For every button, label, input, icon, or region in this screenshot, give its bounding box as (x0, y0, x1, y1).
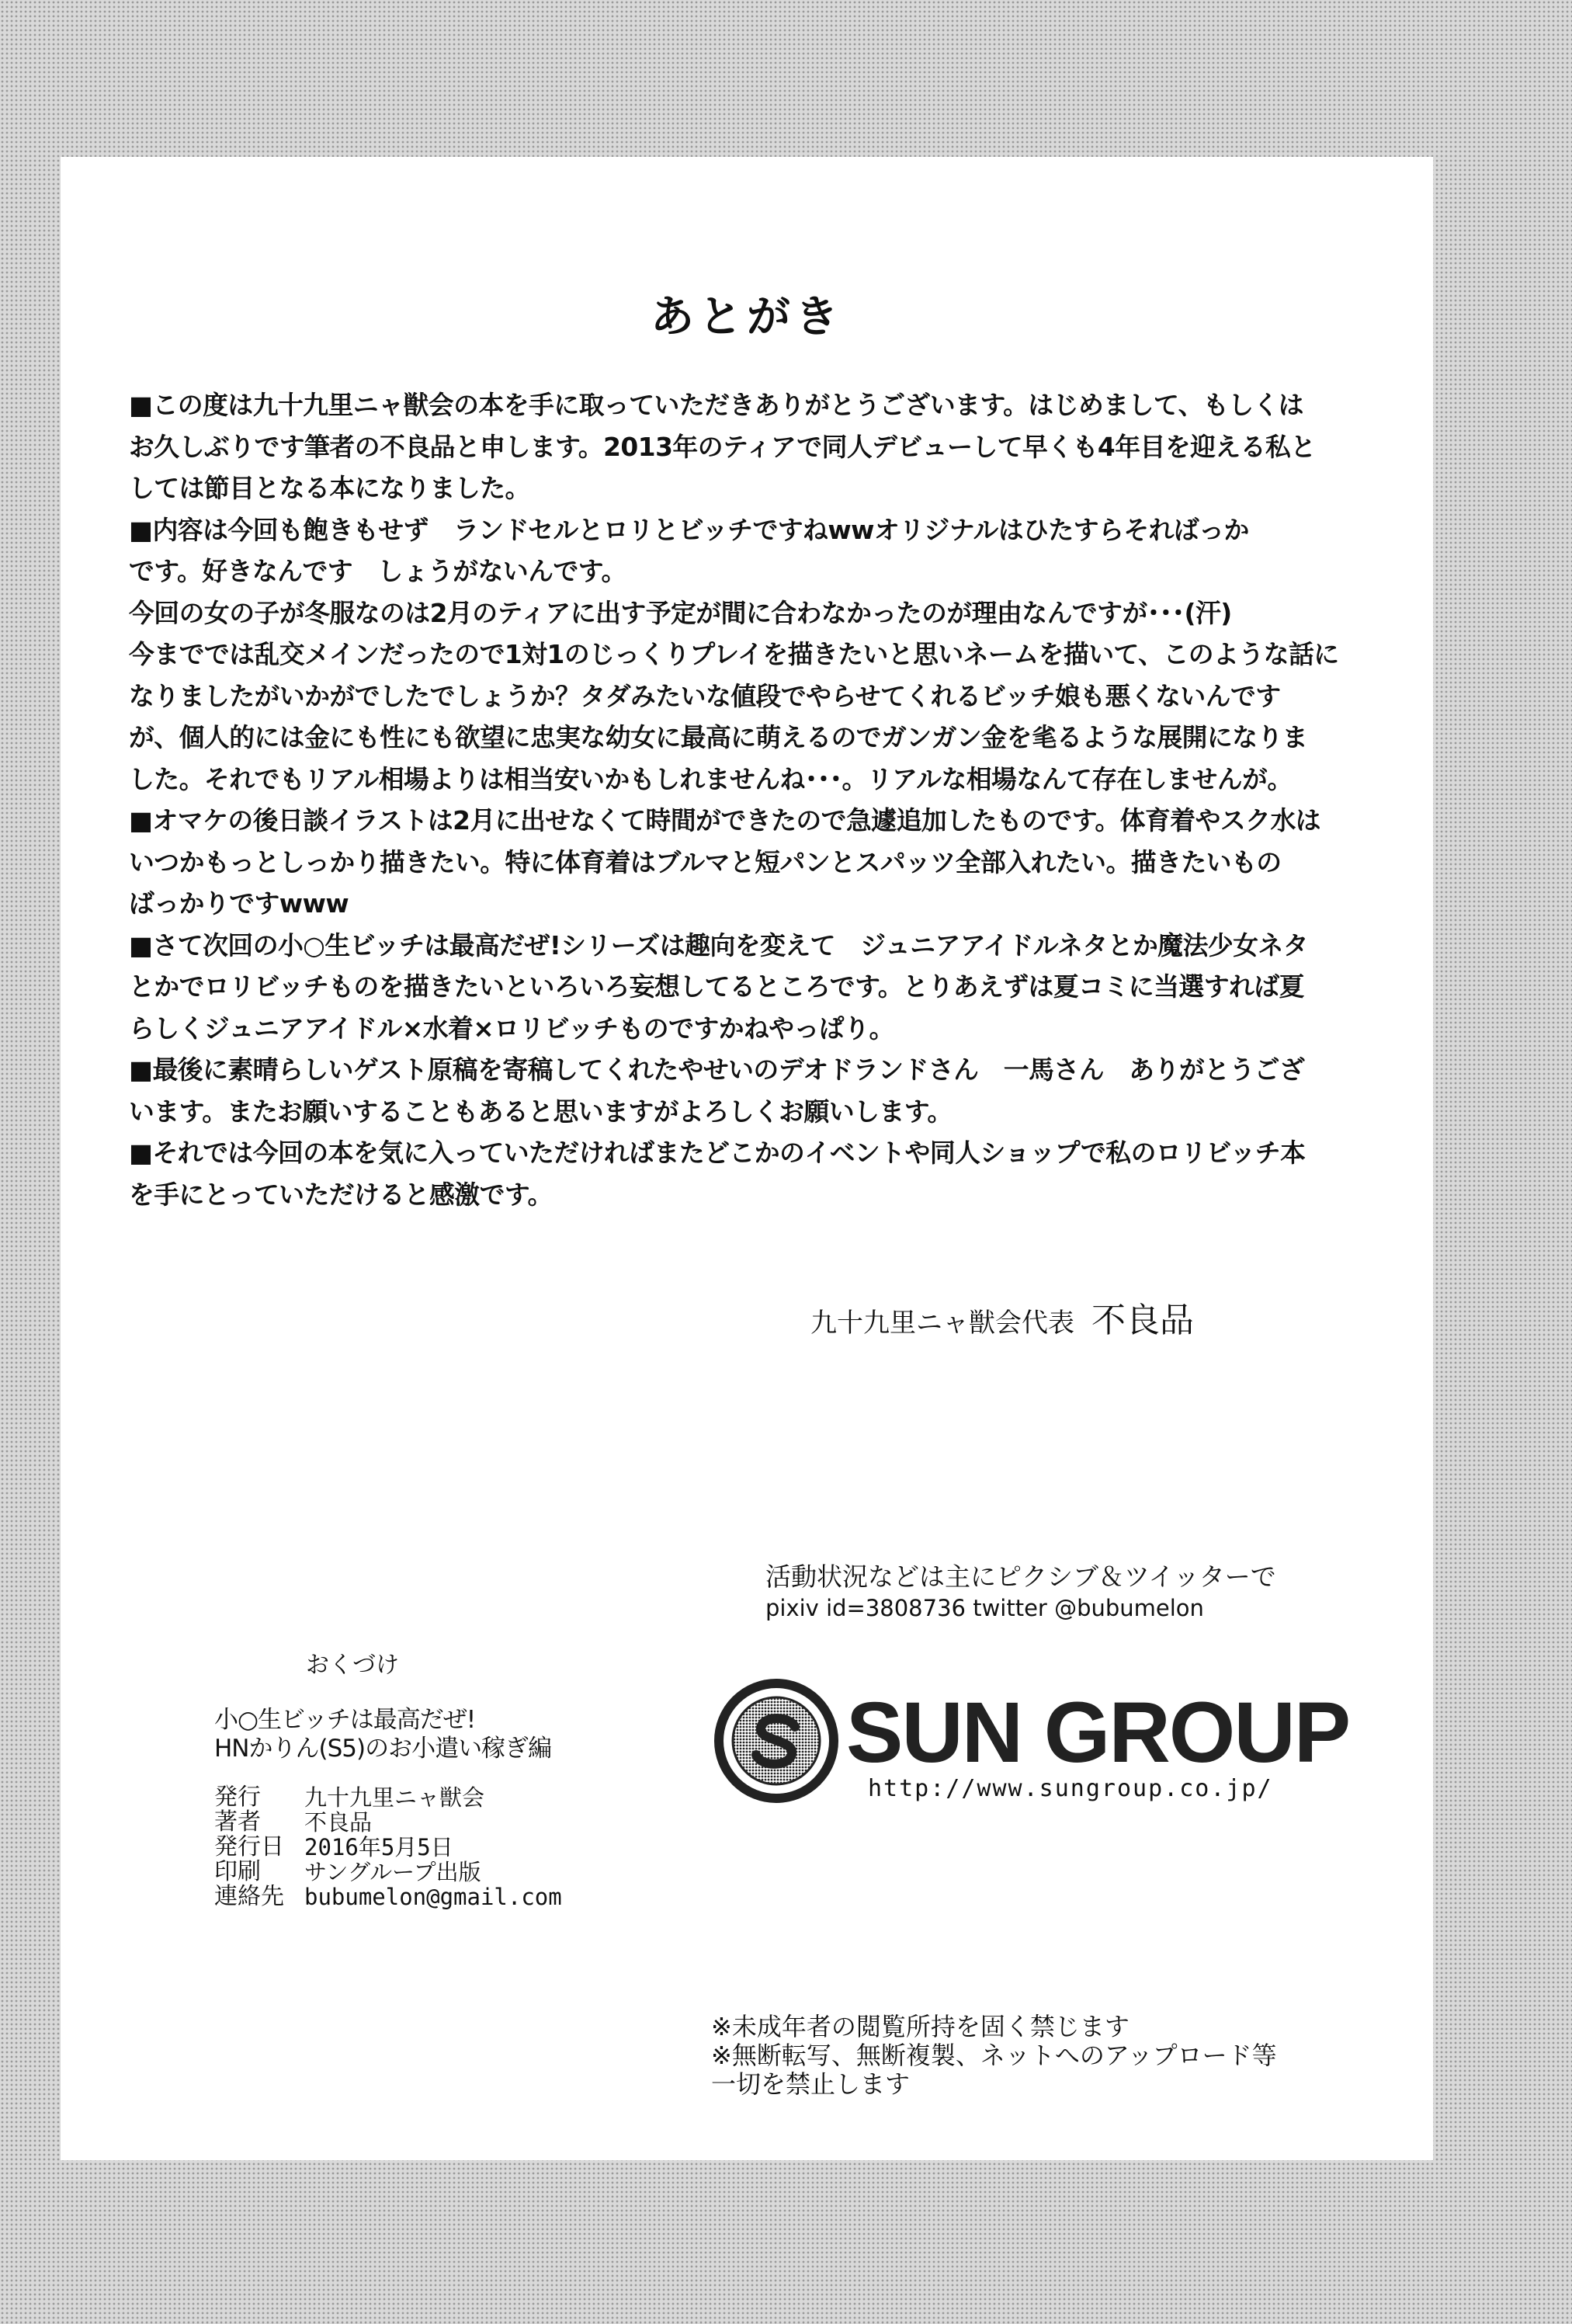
activity-info (765, 1561, 1276, 1623)
page-title: あとがき (651, 291, 843, 342)
colophon-heading: おくづけ (306, 1652, 399, 1679)
activity-line: 活動状況などは主にピクシブ＆ツイッターで (765, 1561, 1276, 1592)
colophon-key: 印刷 (214, 1858, 261, 1885)
afterword-line: ■さて次回の小○生ビッチは最高だぜ!シリーズは趣向を変えて ジュニアアイドルネタとか魔法少女ネタ (129, 929, 1309, 961)
signature-org: 九十九里ニャ獣会代表 (810, 1308, 1074, 1339)
colophon-value: bubumelon@gmail.com (304, 1884, 562, 1910)
logo-wordmark: SUN GROUP (846, 1685, 1350, 1780)
colophon-value: 九十九里ニャ獣会 (304, 1784, 485, 1811)
colophon-row (214, 1860, 562, 1885)
afterword-line: した。それでもリアル相場よりは相当安いかもしれませんね･･･。リアルな相場なんて存在しませんが。 (129, 763, 1293, 794)
afterword-line: お久しぶりです筆者の不良品と申します。2013年のティアで同人デビューして早くも4年目を迎える私と (129, 431, 1316, 462)
legal-notices (711, 2013, 1277, 2099)
afterword-line: を手にとっていただけると感激です。 (129, 1179, 553, 1210)
colophon-value: サングループ出版 (304, 1859, 481, 1885)
afterword-line: が、個人的には金にも性にも欲望に忠実な幼女に最高に萌えるのでガンガン金を毟るような展開になりま (129, 722, 1308, 752)
colophon-row (214, 1885, 562, 1909)
afterword-line: います。またお願いすることもあると思いますがよろしくお願いします。 (129, 1096, 953, 1127)
afterword-line: です。好きなんです しょうがないんです。 (129, 556, 626, 586)
afterword-line: ばっかりですwww (129, 888, 349, 919)
colophon-row (214, 1810, 562, 1835)
afterword-line: ■オマケの後日談イラストは2月に出せなくて時間ができたので急遽追加したものです。体育着やスク水は (129, 805, 1321, 835)
afterword-line: ■最後に素晴らしいゲスト原稿を寄稿してくれたやせいのデオドランドさん 一馬さん ありがとうござ (129, 1054, 1305, 1085)
afterword-page (61, 157, 1433, 2160)
book-title-line: 小○生ビッチは最高だぜ! (214, 1706, 476, 1734)
signature (810, 1292, 1194, 1342)
notice-line: ※未成年者の閲覧所持を固く禁じます (711, 2012, 1130, 2041)
sun-group-logo (714, 1679, 1382, 1811)
afterword-line: 今まででは乱交メインだったので1対1のじっくりプレイを描きたいと思いネームを描いて、このような話に (129, 639, 1339, 669)
afterword-line: とかでロリビッチものを描きたいといろいろ妄想してるところです。とりあえずは夏コミに当選すれば夏 (129, 971, 1304, 1002)
notice-line: ※無断転写、無断複製、ネットへのアップロード等 (711, 2041, 1277, 2070)
colophon (214, 1645, 562, 1909)
afterword-line: しては節目となる本になりました。 (129, 473, 530, 503)
afterword-line: らしくジュニアアイドル×水着×ロリビッチものですかねやっぱり。 (129, 1013, 894, 1044)
notice-line: 一切を禁止します (711, 2069, 911, 2099)
afterword-line: ■それでは今回の本を気に入っていただければまたどこかのイベントや同人ショップで私のロリビッチ本 (129, 1138, 1306, 1168)
book-title (214, 1706, 562, 1763)
colophon-value: 不良品 (304, 1809, 373, 1836)
book-title-line: HNかりん(S5)のお小遣い稼ぎ編 (214, 1735, 552, 1763)
colophon-key: 連絡先 (214, 1883, 284, 1910)
sun-group-emblem-icon (714, 1679, 838, 1803)
afterword-line: なりましたがいかがでしたでしょうか？タダみたいな値段でやらせてくれるビッチ娘も悪くないんです (129, 680, 1281, 711)
colophon-key: 発行 (214, 1784, 261, 1811)
colophon-table (214, 1785, 562, 1909)
colophon-key: 発行日 (214, 1833, 284, 1860)
colophon-key: 著者 (214, 1808, 261, 1836)
signature-name: 不良品 (1091, 1301, 1194, 1340)
colophon-row (214, 1785, 562, 1810)
afterword-line: ■内容は今回も飽きもせず ランドセルとロリとビッチですねwwオリジナルはひたすらそればっか (129, 514, 1249, 545)
afterword-line: ■この度は九十九里ニャ獣会の本を手に取っていただきありがとうございます。はじめまして、もしくは (129, 390, 1304, 420)
logo-url: http://www.sungroup.co.jp/ (868, 1775, 1273, 1802)
colophon-row (214, 1835, 562, 1860)
colophon-value: 2016年5月5日 (304, 1834, 453, 1860)
afterword-line: 今回の女の子が冬服なのは2月のティアに出す予定が間に合わなかったのが理由なんですが･･･(汗) (129, 597, 1232, 628)
afterword-line: いつかもっとしっかり描きたい。特に体育着はブルマと短パンとスパッツ全部入れたい。描きたいもの (129, 846, 1282, 877)
social-ids: pixiv id=3808736 twitter @bubumelon (765, 1595, 1204, 1621)
afterword-body (129, 384, 1402, 1215)
